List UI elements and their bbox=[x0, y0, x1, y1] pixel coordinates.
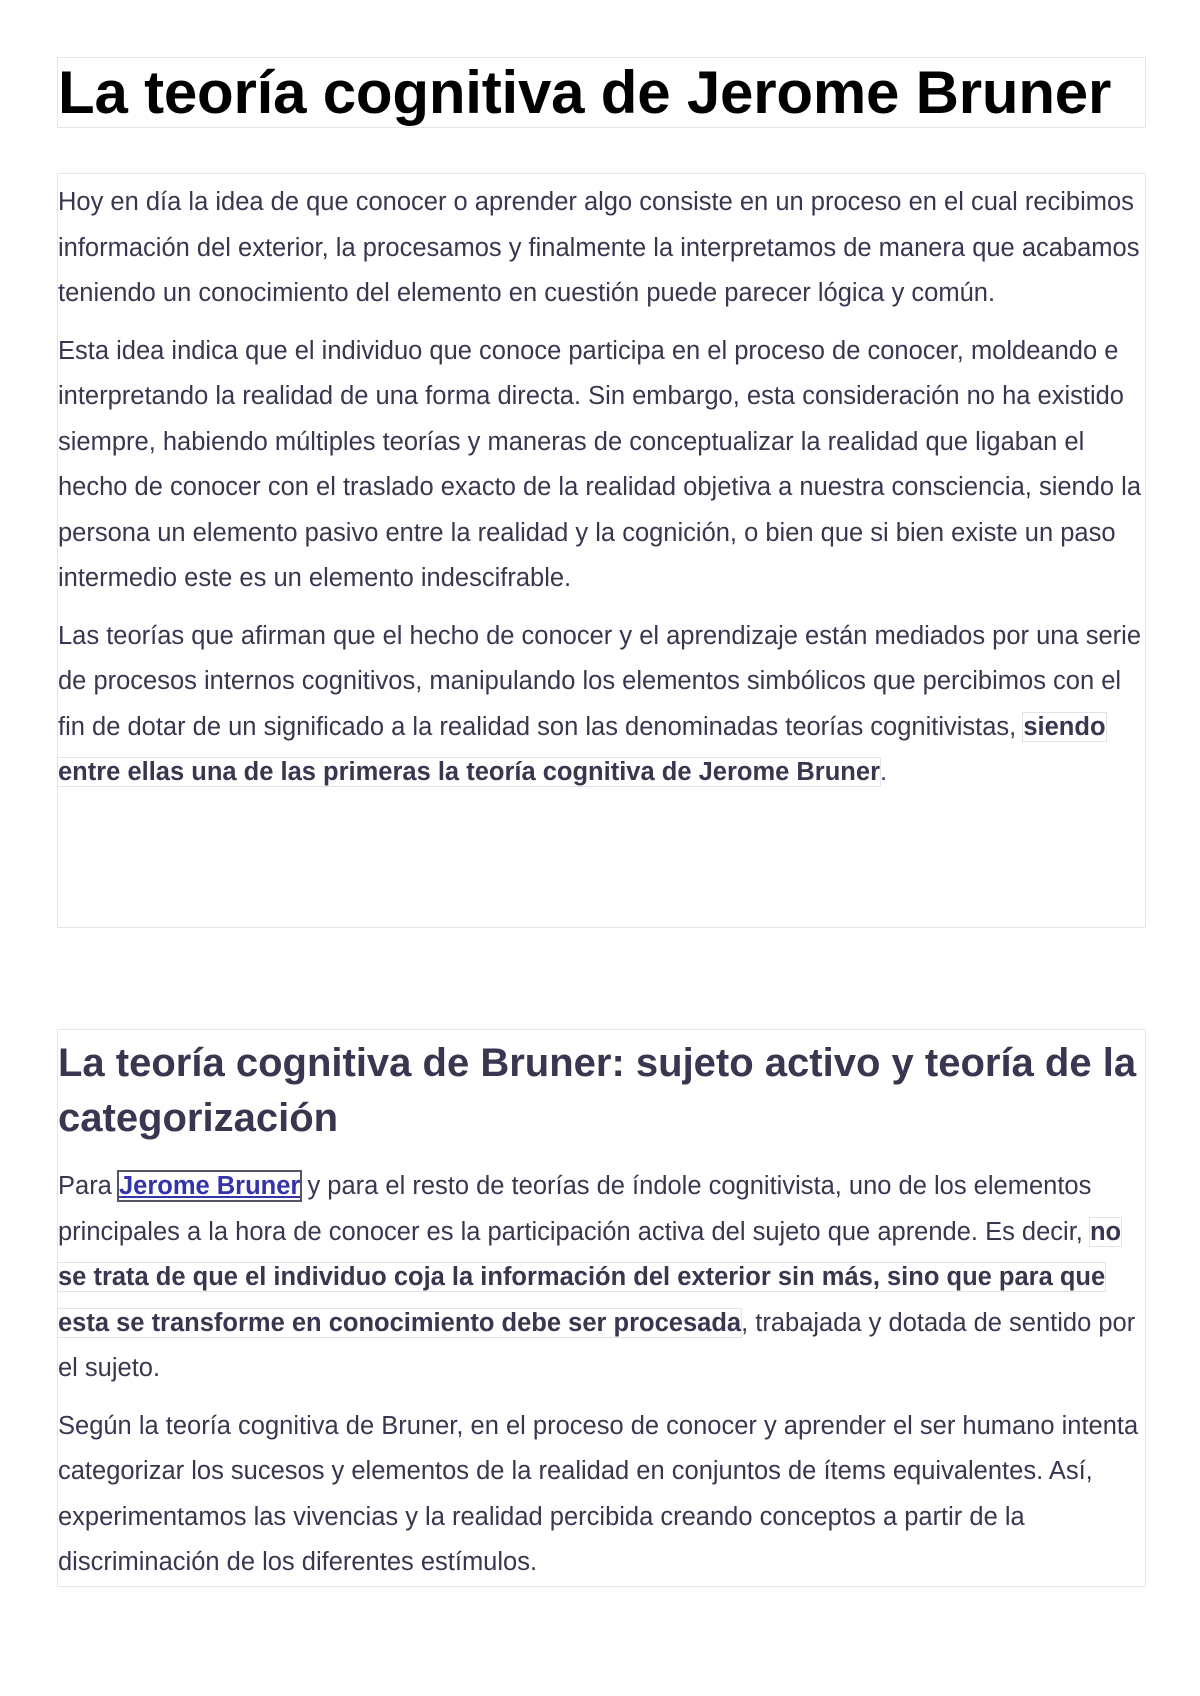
intro-paragraph-3-text: Las teorías que afirman que el hecho de conocer y el aprendizaje están mediados por una serie de procesos internos cognitivos, manipulando los elementos simbólicos que percibimos con el fin de dotar de un significado a la realidad son las denominadas teorías cognitivistas, bbox=[58, 621, 1142, 741]
section-paragraph-1-mid: y para el resto de teorías de índole cognitivista, uno de los elementos principales a la hora de conocer es la participación activa del sujeto que aprende. Es decir, bbox=[58, 1172, 1092, 1246]
jerome-bruner-link[interactable]: Jerome Bruner bbox=[118, 1172, 301, 1200]
section-paragraph-1-end: , trabajada y dotada de sentido por el sujeto. bbox=[58, 1308, 1136, 1382]
intro-paragraph-3 bbox=[58, 614, 1145, 796]
intro-paragraph-1: Hoy en día la idea de que conocer o aprender algo consiste en un proceso en el cual recibimos información del exterior, la procesamos y finalmente la interpretamos de manera que acabamos teniendo un conocimiento del elemento en cuestión puede parecer lógica y común. bbox=[58, 188, 1140, 307]
section-block bbox=[57, 1029, 1146, 1587]
section-highlight: no se trata de que el individuo coja la información del exterior sin más, sino que para que esta se transforme en conocimiento debe ser procesada bbox=[58, 1217, 1122, 1337]
section-paragraph-2: Según la teoría cognitiva de Bruner, en el proceso de conocer y aprender el ser humano intenta categorizar los sucesos y elementos de la realidad en conjuntos de ítems equivalentes. Así, experimentamos las vivencias y la realidad percibida creando conceptos a partir de la discriminación de los diferentes estímulos. bbox=[58, 1411, 1139, 1576]
page-title: La teoría cognitiva de Jerome Bruner bbox=[58, 59, 1112, 126]
intro-paragraph-3-end: . bbox=[880, 758, 888, 786]
title-block bbox=[57, 57, 1146, 128]
section-paragraph-1-start: Para bbox=[58, 1172, 119, 1200]
section-paragraph-1 bbox=[58, 1164, 1145, 1392]
section-heading: La teoría cognitiva de Bruner: sujeto activo y teoría de la categorización bbox=[58, 1041, 1137, 1140]
intro-paragraph-2: Esta idea indica que el individuo que conoce participa en el proceso de conocer, moldeando e interpretando la realidad de una forma directa. Sin embargo, esta consideración no ha existido siempre, habiendo múltiples teorías y maneras de conceptualizar la realidad que ligaban el hecho de conocer con el traslado exacto de la realidad objetiva a nuestra consciencia, siendo la persona un elemento pasivo entre la realidad y la cognición, o bien que si bien existe un paso intermedio este es un elemento indescifrable. bbox=[58, 336, 1142, 592]
intro-block bbox=[57, 173, 1146, 928]
intro-highlight: siendo entre ellas una de las primeras la teoría cognitiva de Jerome Bruner bbox=[58, 712, 1106, 786]
